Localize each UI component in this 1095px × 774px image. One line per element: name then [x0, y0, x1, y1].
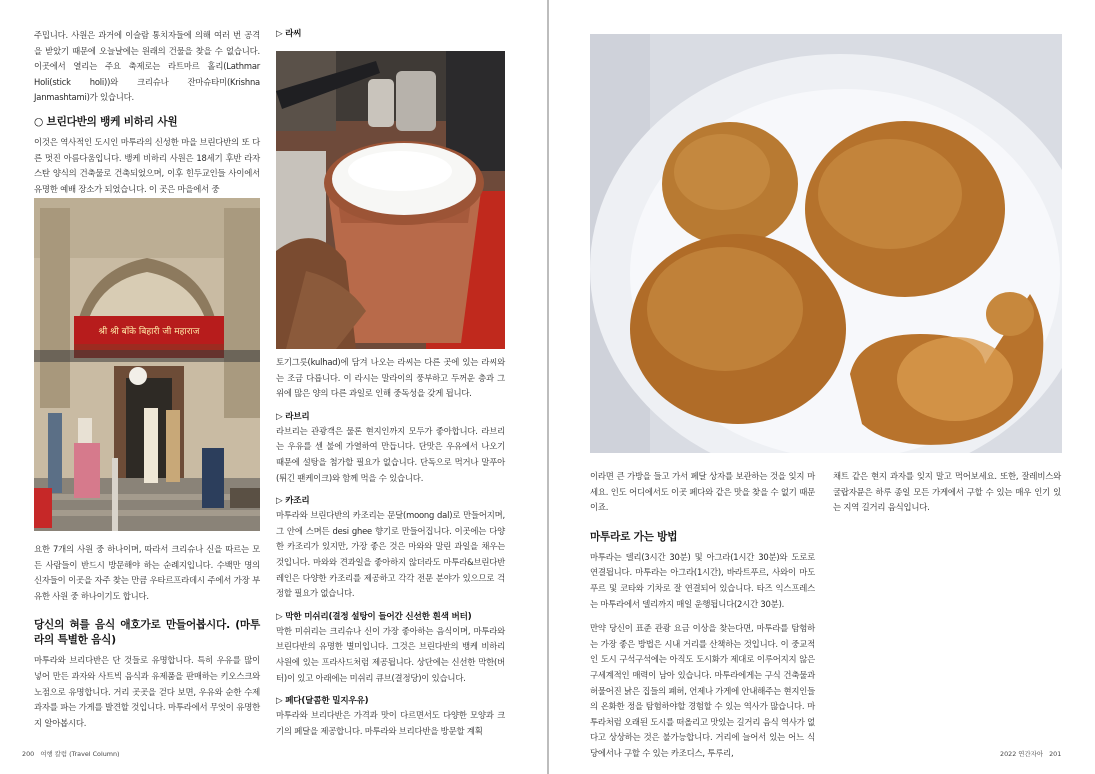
- left-page-number: 200: [22, 750, 35, 758]
- intro-paragraph: 주밉니다. 사원은 과거에 이슬람 통치자들에 의해 여러 번 공격을 받았기 때문에 오늘날에는 원래의 건물을 찾을 수 없습니다. 이곳에서 열리는 주요 축제로는 라트마르 홀리(Lathmar Holi(stick holi))와 크리슈나 잔마슈타미(Krishna Janmashtami)가 있습니다.: [34, 30, 260, 103]
- rabri-paragraph: 라브리는 관광객은 물론 현지인까지 모두가 좋아합니다. 라브리는 우유를 센 불에 가열하여 만듭니다. 단맛은 우유에서 나오기 때문에 설탕을 첨가할 필요가 없습니다. 단독으로 먹거나 말푸아(튀긴 팬케이크)와 함께 먹을 수 있습니다.: [276, 425, 505, 483]
- temple-sign-text: श्री श्री बाँके बिहारी जी महाराज: [98, 327, 200, 337]
- peda-paragraph-continued: 이라면 큰 가방을 들고 가서 페달 상자를 보관하는 것을 잊지 마세요. 인도 어디에서도 이곳 페다와 같은 맛을 찾을 수 없기 때문이죠.: [590, 471, 815, 513]
- right-column-4: [833, 469, 1061, 516]
- route-heading: 마투라로 가는 방법: [590, 530, 678, 543]
- left-footer: [22, 749, 120, 758]
- street-food-paragraph: 채트 같은 현지 과자를 잊지 말고 먹어보세요. 또한, 잘레비스와 굴랍자뮨은 하루 종일 모든 가게에서 구할 수 있는 매우 인기 있는 지역 길거리 음식입니다.: [833, 471, 1061, 513]
- section-heading-food: 당신의 혀를 음식 애호가로 만들어봅시다. (마투라의 특별한 음식): [34, 619, 260, 647]
- page-gutter: [547, 0, 549, 774]
- right-footer: [1000, 749, 1061, 758]
- lassi-illustration: [276, 51, 505, 349]
- lassi-heading: ▷ 라씨: [276, 29, 302, 39]
- right-column-3: [590, 469, 815, 762]
- peda-heading: ▷ 페다(달콤한 밀지우유): [276, 696, 369, 707]
- peda-paragraph: 마투라와 브리다반은 가격과 맛이 다르면서도 다양한 모양과 크기의 페달을 제공합니다. 마투라와 브리다반을 방문할 계획: [276, 710, 505, 736]
- kachori-heading: ▷ 카조리: [276, 496, 310, 507]
- lassi-paragraph: 토기그릇(kulhad)에 담겨 나오는 라씨는 다른 곳에 있는 라씨와는 조금 다릅니다. 이 라시는 말라이의 풍부하고 두꺼운 층과 그 위에 많은 양의 다른 과일로 인해 중독성을 갖게 됩니다.: [276, 357, 505, 399]
- food-intro-paragraph: 마투라와 브리다반은 단 것들로 유명합니다. 특히 우유를 많이 넣어 만든 과자와 사트빅 음식과 유제품을 판매하는 키오스크와 노점으로 유명합니다. 거리 곳곳을 걷다 보면, 우유와 순한 수제 과자를 파는 가게를 발견할 것입니다. 마투라에서 무엇이 유명한지 알아봅시다.: [34, 655, 260, 728]
- right-footer-label: 2022 연간자아: [1000, 750, 1043, 758]
- route-paragraph: 마투라는 델리(3시간 30분) 및 아그라(1시간 30분)와 도로로 연결됩니다. 마투라는 아그라(1시간), 바라트푸르, 사와이 마도푸르 및 코타와 기차로 잘 연결되어 있습니다. 타즈 익스프레스는 마투라에서 델리까지 매일 운행됩니다(2시간 30분).: [590, 551, 815, 609]
- right-page-number: 201: [1049, 750, 1062, 758]
- makhan-heading: ▷ 막한 미쉬리(결정 설탕이 들어간 신선한 흰색 버터): [276, 611, 472, 622]
- makhan-paragraph: 막한 미쉬리는 크리슈나 신이 가장 좋아하는 음식이며, 마투라와 브린다반의 유명한 별미입니다. 그것은 브린다반의 뱅케 비하리 사원에 있는 프라사드처럼 제공됩니다. 상단에는 신선한 막한(버터)이 있고 아래에는 미쉬리 큐브(결정당)이 있습니다.: [276, 625, 505, 683]
- left-column-1-lower: [34, 542, 260, 731]
- left-footer-label: 여행 칼럼 (Travel Column): [40, 750, 120, 758]
- temple-paragraph: 이것은 역사적인 도시인 마투라의 신성한 마을 브린다반의 또 다른 멋진 아름다움입니다. 뱅케 비하리 사원은 18세기 후반 라자스탄 양식의 건축물로 건축되었으며, 이후 힌두교인들 사이에서 유명한 예배 장소가 되었습니다. 이 곳은 마을에서 중: [34, 136, 260, 194]
- lassi-photo: [276, 51, 505, 349]
- temple-illustration: [34, 198, 260, 531]
- peda-photo: [590, 34, 1062, 453]
- kachori-paragraph: 마투라와 브린다반의 카조리는 문달(moong dal)로 만들어지며, 그 안에 스며든 desi ghee 향기로 만들어집니다. 이곳에는 다양한 카조리가 있지만, 가장 좋은 것은 마와와 말린 과일을 채우는 것입니다. 마와와 견과일을 좋아하지 않더라도 마투라&브린다반 레인은 다양한 카조리를 제공하고 각각 전문 분야가 있으므로 걱정할 필요가 없습니다.: [276, 510, 505, 599]
- left-column-1: [34, 28, 260, 197]
- left-column-2-lower: [276, 355, 505, 739]
- rabri-heading: ▷ 라브리: [276, 411, 310, 422]
- left-column-2: [276, 28, 505, 41]
- temple-paragraph-continued: 요한 7개의 사원 중 하나이며, 따라서 크리슈나 신을 따르는 모든 사람들이 반드시 방문해야 하는 순례지입니다. 수백만 명의 신자들이 이곳을 자주 찾는 만큼 우타르프라데시 주에서 가장 부유한 사원 중 하나이기도 합니다.: [34, 544, 260, 601]
- tour-paragraph: 만약 당신이 표준 관광 요금 이상을 찾는다면, 마투라를 탐험하는 가장 좋은 방법은 시내 거리를 산책하는 것입니다. 이 중교적인 도시 구석구석에는 아직도 도시화가 제대로 이루어지지 않은 구세계적인 매력이 남아 있습니다. 마투라에게는 구식 건축물과 허물어진 낡은 집들의 폐허, 언제나 가게에 안내해주는 현지인들의 온화한 정을 탐험하야할 경험할 수 있는 역사가 많습니다. 마투라처럼 오래된 도시를 떠올리고 맛있는 길거리 음식 역사가 없다고 상상하는 것은 불가능합니다. 거리에 늘어서 있는 어느 식당에서나 구할 수 있는 카조디스, 투루리,: [590, 623, 815, 758]
- temple-photo: [34, 198, 260, 531]
- section-heading-temple: ○ 브린다반의 뱅케 비하리 사원: [34, 115, 178, 128]
- peda-illustration: [590, 34, 1062, 453]
